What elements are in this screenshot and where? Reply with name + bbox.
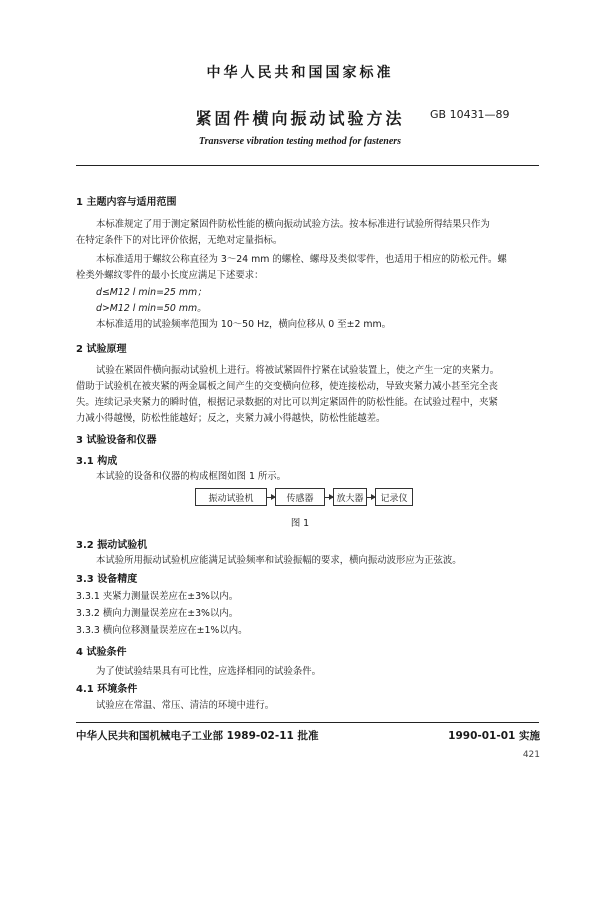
section-2-line-1: 试验在紧固件横向振动试验机上进行。将被试紧固件拧紧在试验装置上，使之产生一定的夹紧力。: [96, 365, 500, 376]
figure-caption: 图 1: [290, 518, 310, 529]
section-3-3-3: 3.3.3 横向位移测量误差应在±1%以内。: [76, 625, 248, 636]
section-4-text: 为了使试验结果具有可比性，应选择相同的试验条件。: [96, 666, 322, 677]
header-rule: [76, 165, 539, 166]
section-2-heading: 2 试验原理: [76, 344, 127, 355]
section-3-2-heading: 3.2 振动试验机: [76, 540, 148, 551]
section-1-para-2-line-2: 栓类外螺纹零件的最小长度应满足下述要求：: [76, 270, 264, 281]
section-4-1-text: 试验应在常温、常压、清洁的环境中进行。: [96, 700, 275, 711]
section-3-3-heading: 3.3 设备精度: [76, 574, 138, 585]
standard-code: GB 10431—89: [430, 108, 510, 121]
page-number: 421: [522, 750, 540, 760]
footer-rule: [76, 722, 539, 723]
section-3-heading: 3 试验设备和仪器: [76, 435, 157, 446]
diagram-box-vibration-machine: 振动试验机: [195, 488, 267, 506]
section-4-1-heading: 4.1 环境条件: [76, 684, 138, 695]
section-1-para-2-line-1: 本标准适用于螺纹公称直径为 3～24 mm 的螺栓、螺母及类似零件，也适用于相应的防松元件。螺: [96, 254, 507, 265]
length-requirement-1: d≤M12 l min=25 mm；: [96, 287, 207, 298]
section-1-para-1-line-1: 本标准规定了用于测定紧固件防松性能的横向振动试验方法。按本标准进行试验所得结果只作为: [96, 219, 490, 230]
section-1-heading: 1 主题内容与适用范围: [76, 197, 177, 208]
diagram-box-sensor: 传感器: [275, 488, 325, 506]
section-3-2-text: 本试验所用振动试验机应能满足试验频率和试验振幅的要求，横向振动波形应为正弦波。: [96, 555, 462, 566]
english-title: Transverse vibration testing method for fasteners: [198, 136, 402, 147]
section-3-1-heading: 3.1 构成: [76, 456, 118, 467]
section-3-3-1: 3.3.1 夹紧力测量误差应在±3%以内。: [76, 591, 239, 602]
length-requirement-2: d>M12 l min=50 mm。: [96, 303, 207, 314]
issuing-org: 中华人民共和国国家标准: [206, 65, 394, 81]
diagram-box-amplifier: 放大器: [333, 488, 367, 506]
section-2-line-4: 力减小得越慢，防松性能越好；反之，夹紧力减小得越快，防松性能越差。: [76, 413, 386, 424]
implementation-date: 1990-01-01 实施: [448, 730, 540, 742]
diagram-arrow-3: [367, 497, 375, 498]
page-title: 紧固件横向振动试验方法: [195, 109, 405, 128]
section-1-para-3: 本标准适用的试验频率范围为 10～50 Hz，横向位移从 0 至±2 mm。: [96, 319, 392, 330]
diagram-arrow-1: [267, 497, 275, 498]
approval-line: 中华人民共和国机械电子工业部 1989-02-11 批准: [76, 730, 319, 742]
diagram-box-recorder: 记录仪: [375, 488, 413, 506]
section-4-heading: 4 试验条件: [76, 647, 127, 658]
section-3-3-2: 3.3.2 横向力测量误差应在±3%以内。: [76, 608, 239, 619]
section-3-1-text: 本试验的设备和仪器的构成框图如图 1 所示。: [96, 471, 287, 482]
section-1-para-1-line-2: 在特定条件下的对比评价依据，无绝对定量指标。: [76, 235, 283, 246]
section-2-line-3: 失。连续记录夹紧力的瞬时值，根据记录数据的对比可以判定紧固件的防松性能。在试验过程中，夹紧: [76, 397, 498, 408]
diagram-arrow-2: [325, 497, 333, 498]
section-2-line-2: 借助于试验机在被夹紧的两金属板之间产生的交变横向位移，使连接松动，导致夹紧力减小甚至完全丧: [76, 381, 498, 392]
